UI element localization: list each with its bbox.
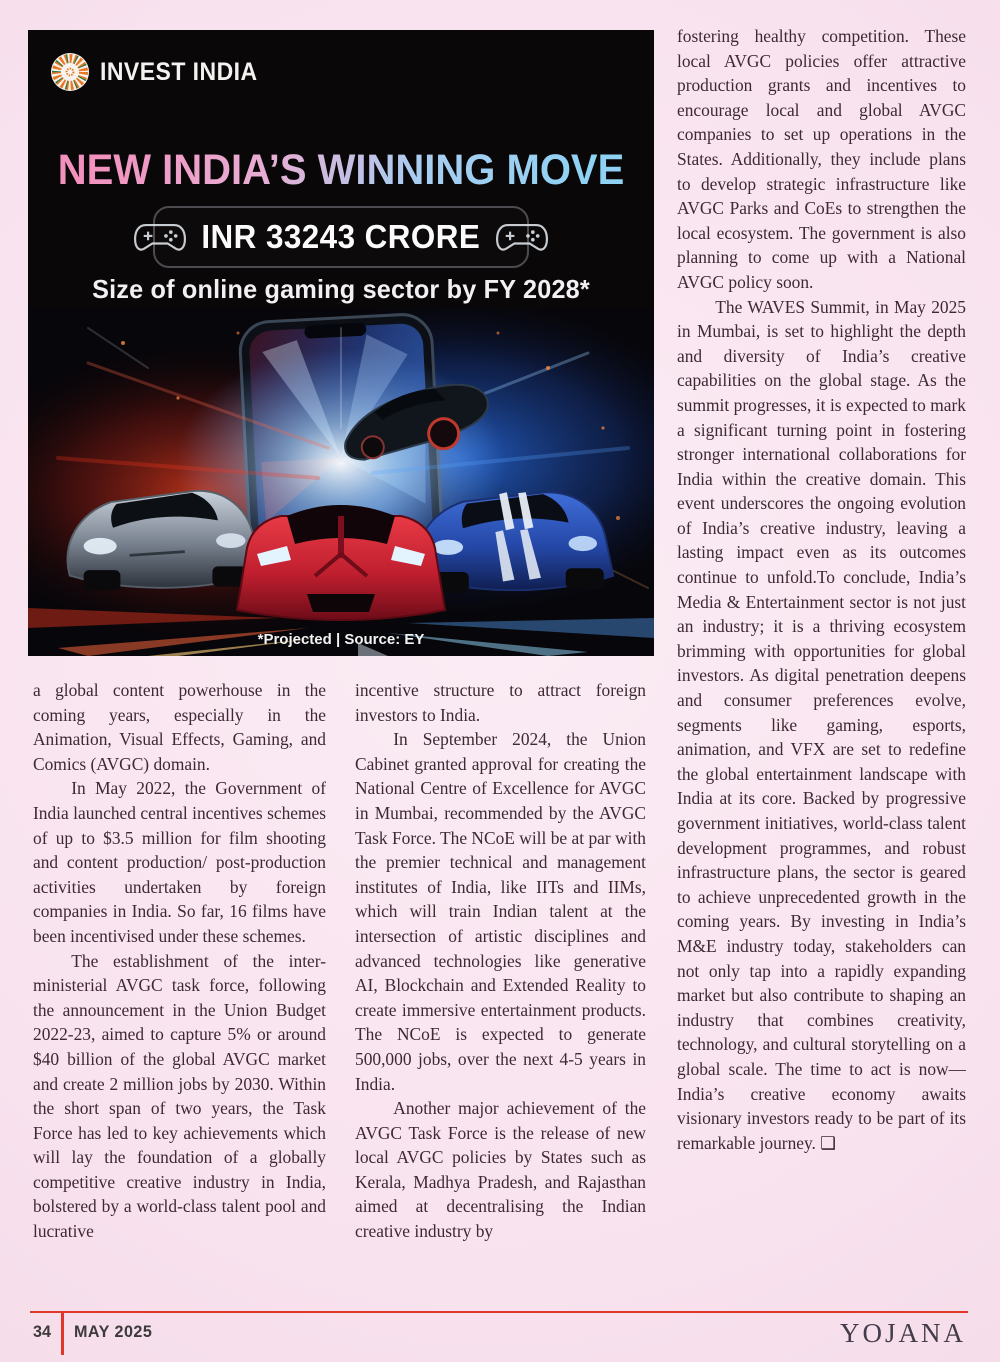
invest-india-logo-icon — [50, 52, 90, 92]
article-column-2 — [355, 678, 646, 1278]
hero-image — [28, 308, 654, 656]
page-number: 34 — [33, 1322, 51, 1341]
issue-date: MAY 2025 — [74, 1322, 153, 1341]
footer-rule — [30, 1311, 968, 1313]
paragraph: In September 2024, the Union Cabinet granted approval for creating the National Centre of Excellence for AVGC in Mumbai, recommended by the AVGC Task Force. The NCoE will be at par with the premier technical and management institutes of India, like IITs and IIMs, which will train Indian talent at the intersection of artistic disciplines and advanced technologies like generative AI, Blockchain and Extended Reality to create immersive entertainment products. The NCoE is expected to generate 500,000 jobs, over the next 4-5 years in India. — [355, 729, 646, 1094]
paragraph: The establishment of the inter-ministerial AVGC task force, following the announcement in the Union Budget 2022-23, aimed to capture 5% or around $40 billion of the global AVGC market and create 2 million jobs by 2030. Within the short span of two years, the Task Force has led to key achievements which will lay the foundation of a globally competitive creative industry in India, bolstered by a world-class talent pool and lucrative — [33, 950, 326, 1242]
gamepad-left-icon — [134, 220, 186, 254]
paragraph: fostering healthy competition. These local AVGC policies offer attractive production grants and incentives to encourage local and global AVGC companies to set up operations in the States. Additionally, they include plans to develop strategic infrastructure like AVGC Parks and CoEs to strengthen the local ecosystem. The government is also planning to come up with a National AVGC policy soon. — [677, 26, 966, 292]
gamepad-right-icon — [496, 220, 548, 254]
stat-caption: Size of online gaming sector by FY 2028* — [92, 274, 590, 304]
hero-caption: *Projected | Source: EY — [257, 631, 425, 648]
paragraph: The WAVES Summit, in May 2025 in Mumbai, is set to highlight the depth and diversity of India’s creative capabilities on the global stage. As the summit progresses, it is expected to mark a significant turning point in fostering stronger international collaborations for India within the creative domain. This event underscores the ongoing evolution of India’s creative industry, leaving a lasting impact even as its outcomes continue to unfold.To conclude, India’s Media & Entertainment sector is not just an industry; it is a thriving ecosystem brimming with opportunities for global investors. As digital penetration deepens and consumer preferences evolve, segments like gaming, esports, animation, and VFX are set to redefine the global entertainment landscape with India at its core. Backed by progressive government initiatives, world-class talent development programmes, and robust infrastructure plans, the sector is geared to achieve unprecedented growth in the coming years. By investing in India’s M&E industry today, stakeholders can not only tap into a rapidly expanding market but also contribute to shaping an industry that combines creativity, technology, and cultural storytelling on a global scale. The time to act is now—India’s creative economy awaits visionary investors ready to be part of its remarkable journey. ❑ — [677, 296, 966, 1153]
paragraph: Another major achievement of the AVGC Task Force is the release of new local AVGC policies by States such as Kerala, Madhya Pradesh, and Rajasthan aimed at decentralising the Indian creative industry by — [355, 1098, 646, 1242]
brand-row — [50, 52, 271, 92]
ad-headline: NEW INDIA’S WINNING MOVE — [50, 146, 632, 195]
magazine-title: YOJANA — [840, 1318, 966, 1348]
footer-divider — [61, 1311, 64, 1355]
stat-badge — [153, 206, 529, 268]
paragraph: incentive structure to attract foreign investors to India. — [355, 680, 646, 725]
stat-value: INR 33243 CRORE — [201, 218, 481, 255]
paragraph: In May 2022, the Government of India launched central incentives schemes of up to $3.5 million for film shooting and content production/ post-production activities undertaken by foreign companies in India. So far, 16 films have been incentivised under these schemes. — [33, 778, 326, 946]
invest-india-ad — [28, 30, 654, 656]
brand-name: INVEST INDIA — [100, 57, 258, 86]
article-column-1 — [33, 678, 326, 1278]
article-column-3 — [677, 24, 966, 1286]
paragraph: a global content powerhouse in the coming years, especially in the Animation, Visual Effects, Gaming, and Comics (AVGC) domain. — [33, 680, 326, 774]
